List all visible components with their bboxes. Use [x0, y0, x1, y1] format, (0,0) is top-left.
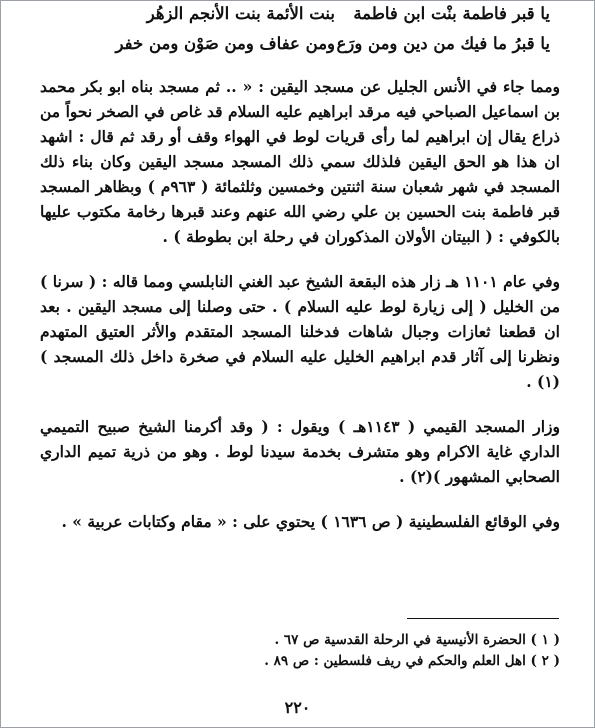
poem-line-2-second-hemistich: ومن عفاف ومن صَوْن ومن خفر: [115, 34, 335, 53]
poem-line-1-first-hemistich: يا قبر فاطمة بنْت ابن فاطمة: [353, 4, 550, 23]
footnote-separator: [407, 618, 559, 619]
footnote-2: ( ٢ ) اهل العلم والحكم في ريف فلسطين : ص ٨٩ .: [264, 653, 560, 669]
poem-line-1: [40, 2, 560, 32]
paragraph-1: ومما جاء في الأنس الجليل عن مسجد اليقين : « .. ثم مسجد بناه ابو بكر محمد بن اسماعيل الصباحي فيه مرقد ابراهيم عليه السلام قد غاص في الصخر نحواً من ذراع يقال إن ابراهيم لما رأى قريات لوط في الهواء وقف أو رقد ثم قال : اشهد ان هذا هو الحق اليقين فلذلك سمي ذلك المسجد مسجد اليقين وكان بناء ذلك المسجد في شهر شعبان سنة اثنتين وخمسين وثلثمائة ( ٩٦٣م ) وبظاهر المسجد قبر فاطمة بنت الحسين بن علي رضي الله عنهم وعند قبرها رخامة مكتوب عليها بالكوفي : ( البيتان الأولان المذكوران في رحلة ابن بطوطة ) .: [40, 77, 560, 246]
poem-line-2: [40, 32, 560, 62]
paragraph-2: وفي عام ١١٠١ هـ زار هذه البقعة الشيخ عبد الغني النابلسي ومما قاله : ( سرنا ) من الخليل ( إلى زيارة لوط عليه السلام ) . حتى وصلنا إلى مسجد اليقين . بعد ان قطعنا ثعازات وجبال شاهات فدخلنا المسجد المتقدم والأثر العتيق المتهدم ونظرنا إلى آثار قدم ابراهيم الخليل عليه السلام في صخرة داخل ذلك المسجد ) (١) .: [40, 272, 560, 391]
page-number: ٢٢٠: [284, 698, 311, 717]
poem-block: [40, 2, 560, 66]
poem-line-1-second-hemistich: بنت الأئمة بنت الأنجم الزهُر: [146, 4, 335, 23]
document-body: [40, 2, 560, 534]
footnote-1: ( ١ ) الحضرة الأنيسية في الرحلة القدسية ص ٦٧ .: [274, 632, 560, 648]
footnotes: [40, 630, 560, 672]
paragraph-3: وزار المسجد القيمي ( ١١٤٣هـ ) ويقول : ( وقد أكرمنا الشيخ صبيح التميمي الداري غاية الاكرام وهو متشرف بخدمة سيدنا لوط . وهو من ذرية تميم الداري الصحابي المشهور )(٢) .: [40, 417, 560, 486]
poem-line-2-first-hemistich: يا قبرُ ما فيك من دين ومن ورَع: [336, 34, 550, 53]
paragraph-4: وفي الوقائع الفلسطينية ( ص ١٦٣٦ ) يحتوي على : « مقام وكتابات عربية » .: [61, 512, 560, 531]
